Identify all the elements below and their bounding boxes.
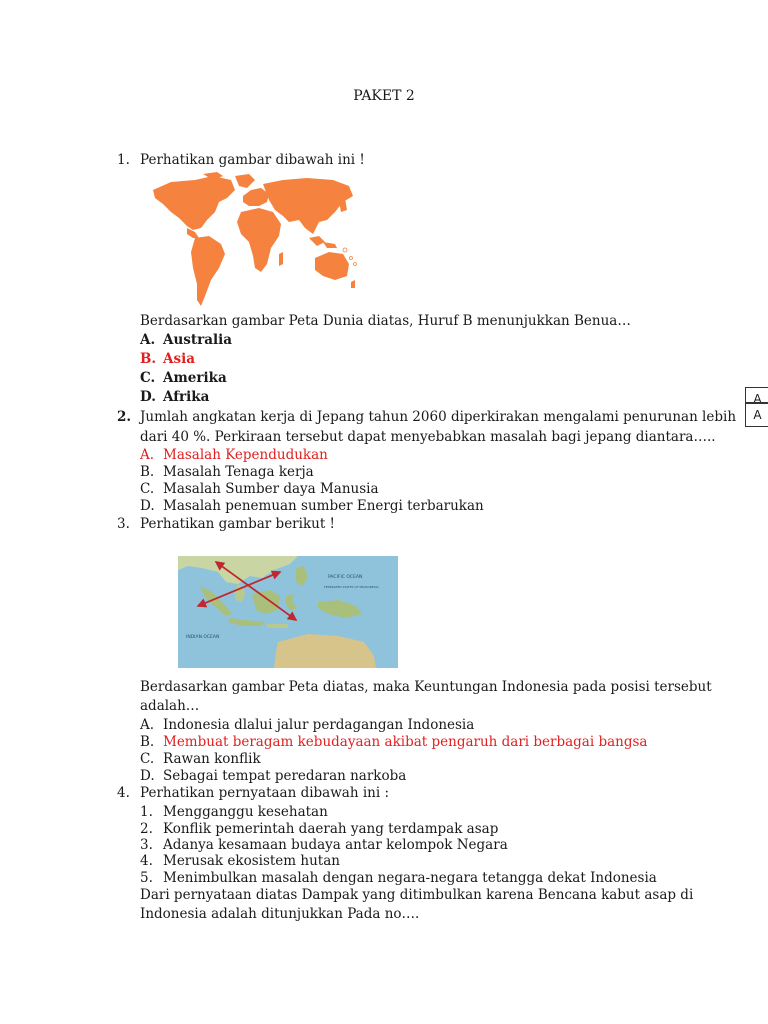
option-text: Rawan konflik — [163, 751, 261, 767]
option-text: Masalah Sumber daya Manusia — [163, 481, 379, 497]
option-b-answer[interactable] — [140, 734, 648, 750]
question-prompt: Perhatikan pernyataan dibawah ini : — [140, 785, 389, 801]
option-text: Masalah Tenaga kerja — [163, 464, 314, 480]
statement-text: Adanya kesamaan budaya antar kelompok Negara — [163, 837, 508, 853]
question-text-line-1: Jumlah angkatan kerja di Jepang tahun 2060 diperkirakan mengalami penurunan lebih — [140, 409, 737, 425]
statement-number: 4. — [140, 853, 153, 869]
side-comment-box[interactable]: A — [745, 387, 768, 403]
option-letter: D. — [140, 389, 156, 405]
pacific-ocean-label: PACIFIC OCEAN — [328, 575, 363, 580]
option-letter: B. — [140, 734, 155, 750]
option-d[interactable] — [140, 389, 210, 405]
statement-text: Merusak ekosistem hutan — [163, 853, 340, 869]
option-letter: C. — [140, 481, 155, 497]
option-text: Australia — [163, 332, 232, 348]
option-text: Amerika — [163, 370, 227, 386]
statement-text: Konflik pemerintah daerah yang terdampak asap — [163, 821, 499, 837]
option-c[interactable] — [140, 751, 261, 767]
option-letter: B. — [140, 351, 157, 367]
micronesia-label: FEDERATED STATES OF MICRONESIA — [324, 585, 379, 589]
statement-text: Mengganggu kesehatan — [163, 804, 328, 820]
question-text-line-2: dari 40 %. Perkiraan tersebut dapat menyebabkan masalah bagi jepang diantara….. — [140, 429, 716, 445]
question-prompt: Perhatikan gambar berikut ! — [140, 516, 335, 532]
option-c[interactable] — [140, 370, 227, 386]
indian-ocean-label: INDIAN OCEAN — [186, 635, 220, 640]
option-d[interactable] — [140, 498, 484, 514]
question-text-line-1: Berdasarkan gambar Peta diatas, maka Keuntungan Indonesia pada posisi tersebut — [140, 679, 712, 695]
option-text: Masalah Kependudukan — [163, 447, 328, 463]
question-text-line-2: Indonesia adalah ditunjukkan Pada no…. — [140, 906, 420, 922]
question-number: 4. — [117, 785, 130, 801]
statement-item — [140, 870, 657, 886]
option-letter: A. — [140, 332, 156, 348]
statement-number: 3. — [140, 837, 153, 853]
option-c[interactable] — [140, 481, 379, 497]
statement-item — [140, 804, 328, 820]
question-prompt: Perhatikan gambar dibawah ini ! — [140, 152, 365, 168]
statement-number: 2. — [140, 821, 153, 837]
question-number: 3. — [117, 516, 130, 532]
page-title: PAKET 2 — [353, 88, 415, 104]
option-a-answer[interactable] — [140, 447, 328, 463]
statement-number: 1. — [140, 804, 153, 820]
option-letter: D. — [140, 768, 155, 784]
option-text: Afrika — [163, 389, 210, 405]
option-d[interactable] — [140, 768, 407, 784]
world-map-image — [143, 172, 361, 307]
australia-shape — [315, 252, 349, 280]
question-text-line-1: Dari pernyataan diatas Dampak yang ditimbulkan karena Bencana kabut asap di — [140, 887, 694, 903]
option-letter: C. — [140, 751, 155, 767]
option-letter: D. — [140, 498, 155, 514]
africa-shape — [237, 208, 281, 272]
question-number: 1. — [117, 152, 130, 168]
option-text: Indonesia dlalui jalur perdagangan Indonesia — [163, 717, 475, 733]
europe-shape — [243, 188, 269, 206]
option-text: Sebagai tempat peredaran narkoba — [163, 768, 407, 784]
question-number: 2. — [117, 409, 132, 425]
side-comment-box[interactable]: A — [745, 403, 768, 427]
indonesia-position-map-image — [178, 556, 398, 668]
option-a[interactable] — [140, 332, 232, 348]
statement-item — [140, 853, 340, 869]
option-a[interactable] — [140, 717, 475, 733]
option-letter: B. — [140, 464, 155, 480]
statement-text: Menimbulkan masalah dengan negara-negara tetangga dekat Indonesia — [163, 870, 657, 886]
option-letter: A. — [140, 447, 155, 463]
option-b[interactable] — [140, 464, 314, 480]
statement-item — [140, 837, 508, 853]
question-text-line-2: adalah… — [140, 698, 200, 714]
south-america-shape — [191, 236, 225, 306]
option-text: Masalah penemuan sumber Energi terbarukan — [163, 498, 484, 514]
option-letter: A. — [140, 717, 155, 733]
option-text: Asia — [163, 351, 195, 367]
question-text: Berdasarkan gambar Peta Dunia diatas, Huruf B menunjukkan Benua… — [140, 313, 631, 329]
north-america-shape — [153, 176, 235, 230]
option-text: Membuat beragam kebudayaan akibat pengaruh dari berbagai bangsa — [163, 734, 648, 750]
statement-number: 5. — [140, 870, 153, 886]
statement-item — [140, 821, 499, 837]
option-b-answer[interactable] — [140, 351, 195, 367]
option-letter: C. — [140, 370, 156, 386]
